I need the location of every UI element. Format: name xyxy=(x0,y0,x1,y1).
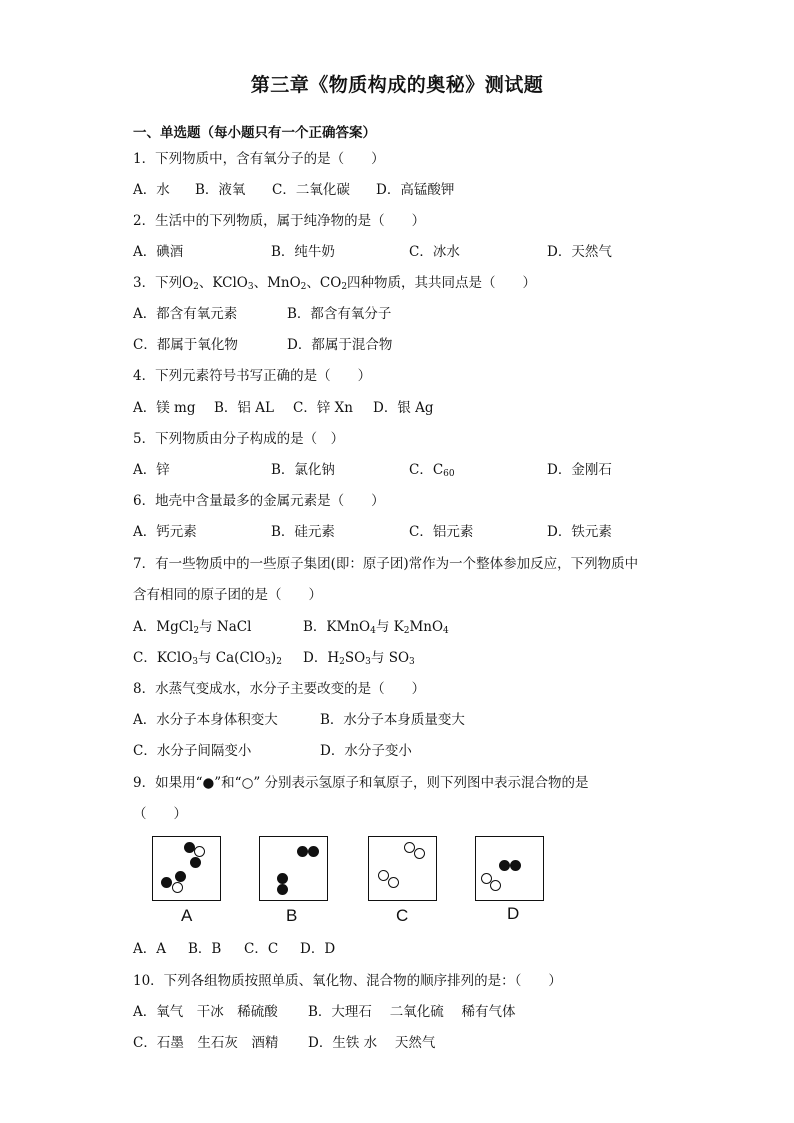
question-10: 10．下列各组物质按照单质、氧化物、混合物的顺序排列的是：（ ） xyxy=(133,973,562,989)
diagram-label-b: B xyxy=(286,906,298,925)
q6-option-d: D．铁元素 xyxy=(547,524,612,540)
q7-option-a: A．MgCl$_2$与 NaCl xyxy=(133,619,252,636)
q1-option-c: C．二氧化碳 xyxy=(272,182,350,198)
q5-option-b: B．氯化钠 xyxy=(271,462,335,478)
q10-option-d: D．生铁 水 天然气 xyxy=(308,1035,436,1051)
hydrogen-atom xyxy=(190,857,201,868)
hydrogen-atom xyxy=(510,860,521,871)
q4-option-d: D．银 Ag xyxy=(373,400,434,416)
q10-option-c: C．石墨 生石灰 酒精 xyxy=(133,1035,279,1051)
question-3: 3．下列$O_2$、KClO$_3$、MnO$_2$、$CO_2$四种物质，其共同点是（ ） xyxy=(133,275,537,292)
q7-option-d: D．$H_2SO_3$与 $SO_3$ xyxy=(303,650,415,667)
q10-option-a: A．氧气 干冰 稀硫酸 xyxy=(133,1004,278,1020)
question-7-line-2: 含有相同的原子团的是（ ） xyxy=(133,587,322,603)
q8-option-d: D．水分子变小 xyxy=(320,743,412,759)
q1-option-b: B．液氧 xyxy=(195,182,246,198)
oxygen-atom xyxy=(490,880,501,891)
section-heading: 一、单选题（每小题只有一个正确答案） xyxy=(133,125,376,141)
q6-option-b: B．硅元素 xyxy=(271,524,335,540)
q2-option-c: C．冰水 xyxy=(409,244,460,260)
hydrogen-atom xyxy=(297,846,308,857)
question-9-line-1: 9．如果用“●”和“○” 分别表示氢原子和氧原子，则下列图中表示混合物的是 xyxy=(133,775,589,791)
question-7-line-1: 7．有一些物质中的一些原子集团(即：原子团)常作为一个整体参加反应，下列物质中 xyxy=(133,556,639,572)
q8-option-c: C．水分子间隔变小 xyxy=(133,743,252,759)
question-6: 6．地壳中含量最多的金属元素是（ ） xyxy=(133,493,385,509)
question-2: 2．生活中的下列物质，属于纯净物的是（ ） xyxy=(133,213,426,229)
oxygen-atom xyxy=(194,846,205,857)
q6-option-c: C．铝元素 xyxy=(409,524,474,540)
diagram-label-d: D xyxy=(507,904,520,923)
question-8: 8．水蒸气变成水，水分子主要改变的是（ ） xyxy=(133,681,426,697)
q4-option-c: C．锌 Xn xyxy=(293,400,353,416)
oxygen-atom xyxy=(388,877,399,888)
oxygen-atom xyxy=(378,870,389,881)
q8-option-b: B．水分子本身质量变大 xyxy=(320,712,465,728)
q9-option-a: A．A xyxy=(133,941,166,957)
question-4: 4．下列元素符号书写正确的是（ ） xyxy=(133,368,372,384)
q9-option-b: B．B xyxy=(188,941,222,957)
hydrogen-atom xyxy=(161,877,172,888)
q7-option-c: C．KClO$_3$与 $Ca(ClO_3)_2$ xyxy=(133,650,282,667)
q7-option-b: B．KMnO$_4$与 $K_2MnO_4$ xyxy=(303,619,449,636)
question-5: 5．下列物质由分子构成的是（ ） xyxy=(133,431,345,447)
q2-option-b: B．纯牛奶 xyxy=(271,244,335,260)
q6-option-a: A．钙元素 xyxy=(133,524,197,540)
q3-option-c: C．都属于氧化物 xyxy=(133,337,238,353)
diagram-label-c: C xyxy=(396,906,409,925)
diagram-box-d xyxy=(475,836,544,901)
q2-option-d: D．天然气 xyxy=(547,244,612,260)
hydrogen-atom xyxy=(277,873,288,884)
diagram-box-c xyxy=(368,836,437,901)
question-1: 1．下列物质中，含有氧分子的是（ ） xyxy=(133,151,385,167)
q9-option-c: C．C xyxy=(244,941,279,957)
hydrogen-atom xyxy=(308,846,319,857)
diagram-box-a xyxy=(152,836,221,901)
question-9-line-2: （ ） xyxy=(133,806,187,822)
q1-option-a: A．水 xyxy=(133,182,170,198)
q2-option-a: A．碘酒 xyxy=(133,244,184,260)
q8-option-a: A．水分子本身体积变大 xyxy=(133,712,278,728)
q5-option-a: A．锌 xyxy=(133,462,170,478)
hydrogen-atom xyxy=(175,871,186,882)
q5-option-c: C．$C_{60}$ xyxy=(409,462,455,479)
oxygen-atom xyxy=(414,848,425,859)
q5-option-d: D．金刚石 xyxy=(547,462,612,478)
molecule-diagrams xyxy=(152,836,552,931)
page-title: 第三章《物质构成的奥秘》测试题 xyxy=(250,74,544,96)
q4-option-b: B．铝 AL xyxy=(214,400,274,416)
oxygen-atom xyxy=(172,882,183,893)
hydrogen-atom xyxy=(277,884,288,895)
q10-option-b: B．大理石 二氧化硫 稀有气体 xyxy=(308,1004,516,1020)
q3-option-a: A．都含有氧元素 xyxy=(133,306,238,322)
q1-option-d: D．高锰酸钾 xyxy=(376,182,455,198)
q4-option-a: A．镁 mg xyxy=(133,400,196,416)
q9-option-d: D．D xyxy=(300,941,336,957)
q3-option-d: D．都属于混合物 xyxy=(287,337,393,353)
q3-option-b: B．都含有氧分子 xyxy=(287,306,392,322)
hydrogen-atom xyxy=(499,860,510,871)
diagram-box-b xyxy=(259,836,328,901)
diagram-label-a: A xyxy=(181,906,193,925)
